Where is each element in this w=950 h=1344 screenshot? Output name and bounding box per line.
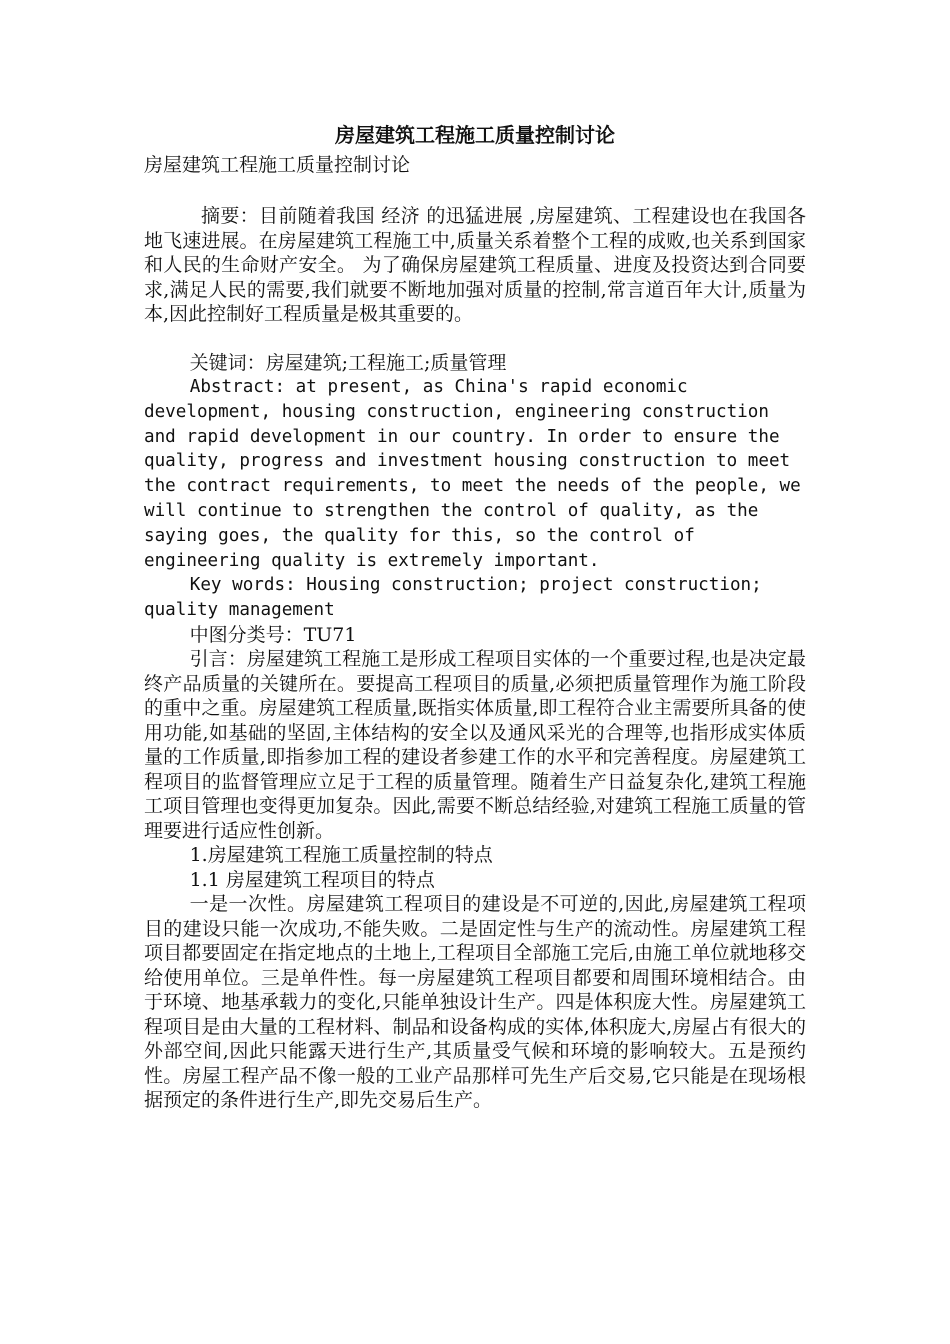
document-subtitle: 房屋建筑工程施工质量控制讨论 [144,154,411,176]
section-1-1-heading: 1.1 房屋建筑工程项目的特点 [189,868,435,891]
document-page [144,118,806,1113]
section-1-1-body: 一是一次性。房屋建筑工程项目的建设是不可逆的,因此,房屋建筑工程项目的建设只能一次成功,不能失败。二是固定性与生产的流动性。房屋建筑工程项目都要固定在指定地点的土地上,工程项目全部施工完后,由施工单位就地移交给使用单位。三是单件性。每一房屋建筑工程项目都要和周围环境相结合。由于环境、地基承载力的变化,只能单独设计生产。四是体积庞大性。房屋建筑工程项目是由大量的工程材料、制品和设备构成的实体,体积庞大,房屋占有很大的外部空间,因此只能露天进行生产,其质量受气候和环境的影响较大。五是预约性。房屋工程产品不像一般的工业产品那样可先生产后交易,它只能是在现场根据预定的条件进行生产,即先交易后生产。 [144,893,806,1112]
keywords-chinese: 关键词：房屋建筑;工程施工;质量管理 [189,351,507,374]
classification-number: 中图分类号：TU71 [189,623,357,646]
introduction-paragraph: 引言：房屋建筑工程施工是形成工程项目实体的一个重要过程,也是决定最终产品质量的关键所在。要提高工程项目的质量,必须把质量管理作为施工阶段的重中之重。房屋建筑工程质量,既指实体质量,即工程符合业主需要所具备的使用功能,如基础的坚固,主体结构的安全以及通风采光的合理等,也指形成实体质量的工作质量,即指参加工程的建设者参建工作的水平和完善程度。房屋建筑工程项目的监督管理应立足于工程的质量管理。随着生产日益复杂化,建筑工程施工项目管理也变得更加复杂。因此,需要不断总结经验,对建筑工程施工质量的管理要进行适应性创新。 [144,648,806,842]
abstract-chinese: 摘要：目前随着我国 经济 的迅猛进展 ,房屋建筑、工程建设也在我国各地飞速进展。在房屋建筑工程施工中,质量关系着整个工程的成败,也关系到国家和人民的生命财产安全。 为了确保房屋建筑工程质量、进度及投资达到合同要求,满足人民的需要,我们就要不断地加强对质量的控制,常言道百年大计,质量为本,因此控制好工程质量是极其重要的。 [144,205,806,325]
document-title: 房屋建筑工程施工质量控制讨论 [335,123,615,147]
keywords-english: Key words: Housing construction; project construction; quality management [144,575,762,621]
abstract-english: Abstract: at present, as China's rapid economic development, housing construction, engineering construction and rapid development in our country. In order to ensure the quality, progress and investment housing construction to meet the contract requirements, to meet the needs of the people, we will continue to strengthen the control of quality, as the saying goes, the quality for this, so the control of engineering quality is extremely important. [144,377,801,571]
section-1-heading: 1.房屋建筑工程施工质量控制的特点 [189,844,493,867]
